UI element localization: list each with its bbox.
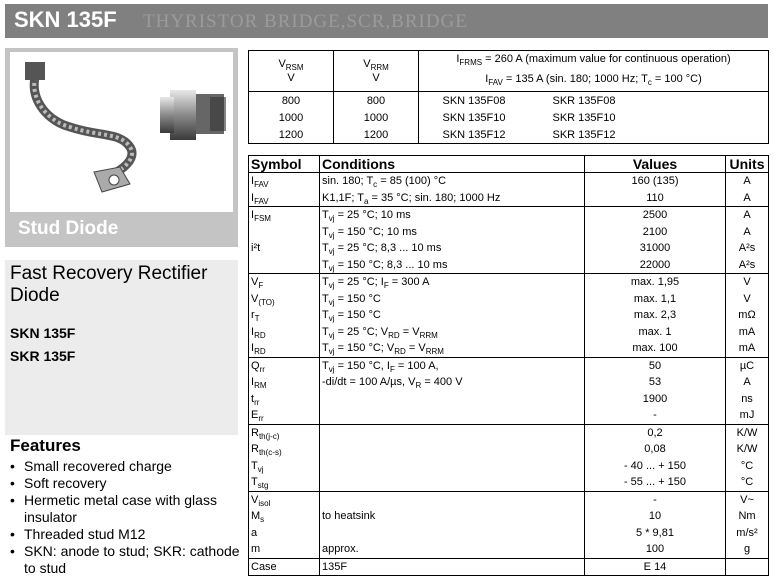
characteristics-table <box>248 155 769 576</box>
vrrm-value: 800 <box>334 92 419 110</box>
model-skr: SKR 135F <box>10 348 76 364</box>
feature-text: Soft recovery <box>24 475 107 491</box>
page-title: SKN 135F <box>14 7 117 32</box>
col-values: Values <box>585 156 726 173</box>
feature-text: Small recovered charge <box>24 458 172 474</box>
skr-part: SKR 135F12 <box>529 126 639 144</box>
header-bar <box>5 4 768 38</box>
rating-row <box>249 109 769 126</box>
table-row: $V_F$ $V_{(TO)}$ $r_T$ $I_{RD}$ $I_{RD}$ $T_{vj} = 25$ °C; $I_F = 300$ A $T_{vj} = 150$ °C $T_{vj} = 150$ °C $T_{vj} = 25$ °C; $V_{RD} = V_{RRM}$ $T_{vj} = 150$ °C; $V_{RD} = V_{RRM}$ max. 1,95 max. 1,1 max. 2,3 max. 1 max. 100 V V mΩ mA mA <box>249 274 769 358</box>
table-row: $V_{isol}$ $M_s$ a m to heatsink approx. - 10 5 * 9,81 100 V~ Nm m/s² g <box>249 491 769 558</box>
current-header: $I_{FRMS} = 260$ A (maximum value for continuous operation) $I_{FAV} = 135$ A (sin. 180; 1000 Hz; $T_c = 100$ °C) <box>419 51 769 92</box>
rating-empty <box>639 126 769 144</box>
skn-part: SKN 135F10 <box>419 109 530 126</box>
vrrm-value: 1200 <box>334 126 419 144</box>
watermark: THYRISTOR BRIDGE,SCR,BRIDGE <box>143 11 468 32</box>
photo-label: Stud Diode <box>18 218 119 239</box>
col-conditions: Conditions <box>320 156 585 173</box>
feature-text: Threaded stud M12 <box>24 526 146 542</box>
rating-empty <box>639 92 769 110</box>
feature-text: SKN: anode to stud; SKR: cathode to stud <box>24 543 240 576</box>
col-units: Units <box>726 156 769 173</box>
feature-text: Hermetic metal case with glass insulator <box>24 492 217 525</box>
vrsm-header: $V_{RSM}$ V <box>249 51 334 92</box>
product-photo-panel <box>5 48 238 247</box>
table-row: Case 135F E 14 <box>249 558 769 576</box>
model-skn: SKN 135F <box>10 325 76 341</box>
feature-item: • Hermetic metal case with glass insulator <box>10 492 217 525</box>
product-title-panel <box>5 260 238 435</box>
product-title: Fast Recovery Rectifier Diode <box>10 263 208 306</box>
vrsm-value: 1000 <box>249 109 334 126</box>
vrrm-value: 1000 <box>334 109 419 126</box>
rating-empty <box>639 109 769 126</box>
features-list <box>10 458 240 577</box>
vrsm-value: 1200 <box>249 126 334 144</box>
skn-part: SKN 135F12 <box>419 126 530 144</box>
ratings-table <box>248 50 769 144</box>
vrrm-header: $V_{RRM}$ V <box>334 51 419 92</box>
stud-diode-image <box>10 52 233 212</box>
rating-row <box>249 126 769 144</box>
product-photo <box>10 52 233 212</box>
vrsm-value: 800 <box>249 92 334 110</box>
table-row: $R_{th(j-c)}$ $R_{th(c-s)}$ $T_{vj}$ $T_{stg}$ 0,2 0,08 - 40 ... + 150 - 55 ... + 150 K/W K/W °C °C <box>249 424 769 491</box>
skr-part: SKR 135F10 <box>552 111 616 124</box>
table-row: $Q_{rr}$ $I_{RM}$ $t_{rr}$ $E_{rr}$ $T_{vj} = 150$ °C, $I_F = 100$ A, -di/dt = 100 A/µs, $V_R = 400$ V 50 53 1900 - µC A ns mJ <box>249 357 769 424</box>
col-symbol: Symbol <box>249 156 320 173</box>
table-row: $I_{FAV}$ $I_{FAV}$ sin. 180; $T_c = 85$ (100) °C K1,1F; $T_a = 35$ °C; sin. 180; 1000 Hz 160 (135) 110 A A <box>249 173 769 207</box>
skr-part: SKR 135F08 <box>552 94 616 107</box>
feature-item: • Threaded stud M12 <box>10 526 146 542</box>
rating-row <box>249 92 769 110</box>
table-row: $I_{FSM}$ i²t $T_{vj} = 25$ °C; 10 ms $T_{vj} = 150$ °C; 10 ms $T_{vj} = 25$ °C; 8,3 ... 10 ms $T_{vj} = 150$ °C; 8,3 ... 10 ms 2500 2100 31000 22000 A A A²s A²s <box>249 207 769 274</box>
features-heading: Features <box>10 436 81 455</box>
feature-item: • Soft recovery <box>10 475 107 491</box>
skn-part: SKN 135F08 <box>419 92 530 110</box>
feature-item: • SKN: anode to stud; SKR: cathode to stud <box>10 543 240 576</box>
feature-item: • Small recovered charge <box>10 458 172 474</box>
